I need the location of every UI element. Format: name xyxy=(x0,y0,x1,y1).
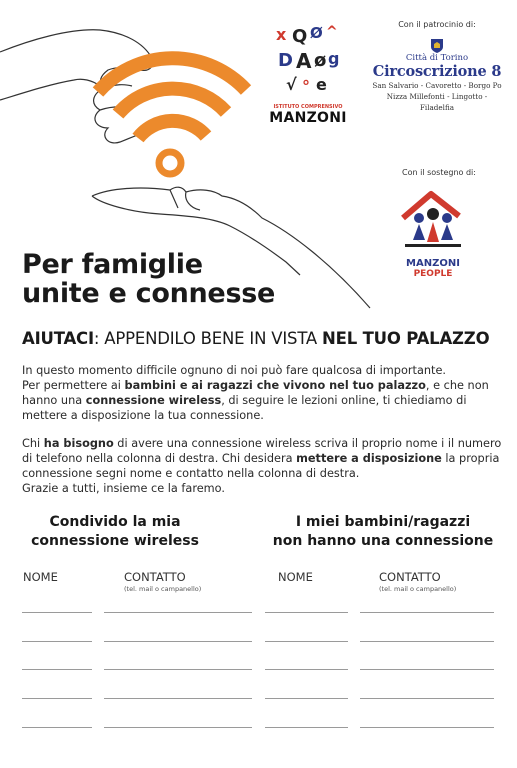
share-title-line-2: connessione wireless xyxy=(31,533,199,549)
svg-text:Ø: Ø xyxy=(310,24,323,42)
school-name: MANZONI xyxy=(269,110,347,126)
left-contact-hint: (tel. mail o campanello) xyxy=(124,585,202,593)
svg-text:e: e xyxy=(316,75,327,94)
left-contact-entry-line[interactable] xyxy=(104,727,252,728)
right-name-entry-line[interactable] xyxy=(265,669,348,670)
instr-bold-1: ha bisogno xyxy=(43,437,114,450)
headline xyxy=(22,250,275,308)
right-contact-entry-line[interactable] xyxy=(360,641,494,642)
instr-bold-2: mettere a disposizione xyxy=(296,452,442,465)
district-name: Circoscrizione 8 xyxy=(372,63,502,80)
svg-text:ø: ø xyxy=(314,50,327,71)
left-contact-label-text: CONTATTO xyxy=(124,570,186,584)
right-contact-label xyxy=(379,570,456,593)
svg-text:Q: Q xyxy=(292,26,308,47)
right-contact-entry-line[interactable] xyxy=(360,669,494,670)
svg-text:D: D xyxy=(278,50,293,71)
left-name-entry-line[interactable] xyxy=(22,612,92,613)
left-name-entry-line[interactable] xyxy=(22,727,92,728)
right-name-entry-line[interactable] xyxy=(265,698,348,699)
patronage-block xyxy=(372,20,502,113)
headline-line-2: unite e connesse xyxy=(22,278,275,309)
intro-text-2: Per permettere ai xyxy=(22,379,125,392)
svg-text:x: x xyxy=(276,25,287,44)
instr-text-4: Grazie a tutti, insieme ce la faremo. xyxy=(22,482,225,495)
left-name-entry-line[interactable] xyxy=(22,669,92,670)
right-name-label: NOME xyxy=(278,570,313,584)
people-logo-line1: MANZONI xyxy=(406,258,460,269)
svg-text:^: ^ xyxy=(326,24,338,40)
svg-text:°: ° xyxy=(302,77,310,96)
left-contact-entry-line[interactable] xyxy=(104,698,252,699)
left-contact-label xyxy=(124,570,201,593)
call-to-action xyxy=(22,329,489,348)
intro-bold-1: bambini e ai ragazzi che vivono nel tuo palazzo xyxy=(124,379,426,392)
left-contact-entry-line[interactable] xyxy=(104,669,252,670)
intro-text-3: , e che non hanno una xyxy=(22,379,489,407)
instr-text-1: Chi xyxy=(22,437,44,450)
city-name: Città di Torino xyxy=(405,53,469,63)
need-title-line-1: I miei bambini/ragazzi xyxy=(295,514,471,530)
intro-paragraph xyxy=(22,363,502,423)
intro-text-1: In questo momento difficile ognuno di noi può fare qualcosa di importante. xyxy=(22,364,447,377)
people-logo-line2: PEOPLE xyxy=(413,269,453,279)
right-contact-entry-line[interactable] xyxy=(360,698,494,699)
need-title-line-2: non hanno una connessione xyxy=(272,533,494,549)
right-name-entry-line[interactable] xyxy=(265,612,348,613)
right-contact-hint: (tel. mail o campanello) xyxy=(379,585,457,593)
cta-bold-2: NEL TUO PALAZZO xyxy=(322,329,490,348)
left-contact-entry-line[interactable] xyxy=(104,641,252,642)
patronage-caption: Con il patrocinio di: xyxy=(398,20,476,29)
wifi-dot-icon xyxy=(159,152,181,174)
upper-hand-icon xyxy=(0,30,152,143)
district-areas-1: San Salvario - Cavoretto - Borgo Po xyxy=(372,81,502,90)
manzoni-people-logo xyxy=(397,182,469,282)
instr-text-3: la propria connessione segni nome e contatto nella colonna di destra. xyxy=(22,452,500,480)
left-name-entry-line[interactable] xyxy=(22,698,92,699)
share-title-line-1: Condivido la mia xyxy=(49,514,181,530)
instr-text-2: di avere una connessione wireless scriva il proprio nome i il numero di telefono nella colonna di destra. Chi desidera xyxy=(22,437,502,465)
need-column-title xyxy=(268,513,498,551)
wifi-arc-mid-icon xyxy=(118,89,226,114)
right-name-entry-line[interactable] xyxy=(265,641,348,642)
right-contact-label-text: CONTATTO xyxy=(379,570,441,584)
right-contact-entry-line[interactable] xyxy=(360,612,494,613)
district-areas-2: Nizza Millefonti - Lingotto - Filadelfia xyxy=(386,92,488,112)
headline-line-1: Per famiglie xyxy=(22,249,203,280)
svg-text:g: g xyxy=(328,49,340,68)
school-subtitle: ISTITUTO COMPRENSIVO xyxy=(273,104,343,110)
instructions-paragraph xyxy=(22,436,502,496)
left-contact-entry-line[interactable] xyxy=(104,612,252,613)
intro-text-4: , di seguire le lezioni online, ti chiediamo di mettere a disposizione la tua connessione. xyxy=(22,394,467,422)
left-name-entry-line[interactable] xyxy=(22,641,92,642)
school-logo-graphic-icon xyxy=(268,20,348,100)
right-contact-entry-line[interactable] xyxy=(360,727,494,728)
right-name-entry-line[interactable] xyxy=(265,727,348,728)
wifi-arc-small-icon xyxy=(138,121,206,138)
support-caption: Con il sostegno di: xyxy=(402,168,476,177)
svg-text:√: √ xyxy=(286,75,297,94)
share-column-title xyxy=(0,513,230,551)
svg-text:A: A xyxy=(296,49,312,73)
cta-bold-1: AIUTACI xyxy=(22,329,94,348)
cta-middle: : APPENDILO BENE IN VISTA xyxy=(93,329,323,348)
torino-crest-icon xyxy=(430,38,444,54)
house-family-icon xyxy=(397,182,469,254)
left-name-label: NOME xyxy=(23,570,58,584)
intro-bold-2: connessione wireless xyxy=(85,394,222,407)
school-logo xyxy=(268,20,348,125)
